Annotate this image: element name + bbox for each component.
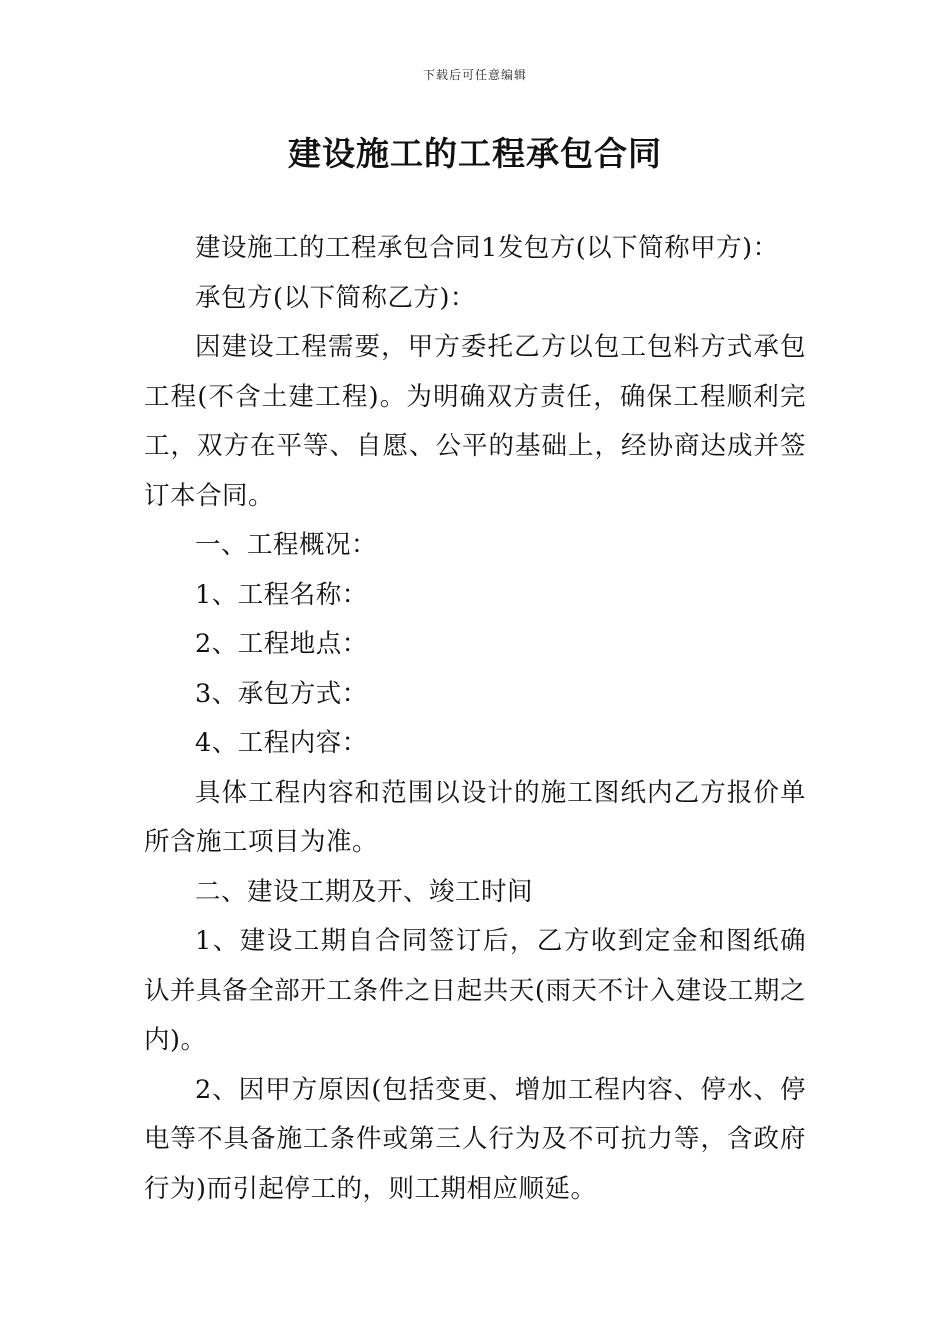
item-project-name: 1、工程名称：	[195, 579, 368, 610]
header-note: 下载后可任意编辑	[422, 68, 527, 82]
paragraph-purpose: 因建设工程需要，甲方委托乙方以包工包料方式承包工程(不含土建工程)。为明确双方责任，确保工程顺利完工，双方在平等、自愿、公平的基础上，经协商达成并签订本合同。	[144, 332, 806, 511]
paragraph-schedule-2: 2、因甲方原因(包括变更、增加工程内容、停水、停电等不具备施工条件或第三人行为及不可抗力等，含政府行为)而引起停工的，则工期相应顺延。	[144, 1074, 806, 1204]
paragraph-contractor: 承包方(以下简称乙方)：	[195, 282, 476, 313]
item-project-location: 2、工程地点：	[195, 629, 368, 659]
paragraph-schedule-1: 1、建设工期自合同签订后，乙方收到定金和图纸确认并具备全部开工条件之日起共天(雨天不计入建设工期之内)。	[144, 926, 806, 1055]
document-body	[144, 224, 806, 1214]
paragraph-scope: 具体工程内容和范围以设计的施工图纸内乙方报价单所含施工项目为准。	[144, 777, 806, 857]
section-heading-overview: 一、工程概况：	[195, 530, 378, 560]
section-heading-schedule: 二、建设工期及开、竣工时间	[195, 876, 534, 907]
document-title: 建设施工的工程承包合同	[288, 134, 662, 173]
item-project-content: 4、工程内容：	[195, 728, 368, 758]
item-contract-method: 3、承包方式：	[195, 678, 368, 709]
paragraph-intro: 建设施工的工程承包合同1发包方(以下简称甲方)：	[195, 233, 779, 263]
